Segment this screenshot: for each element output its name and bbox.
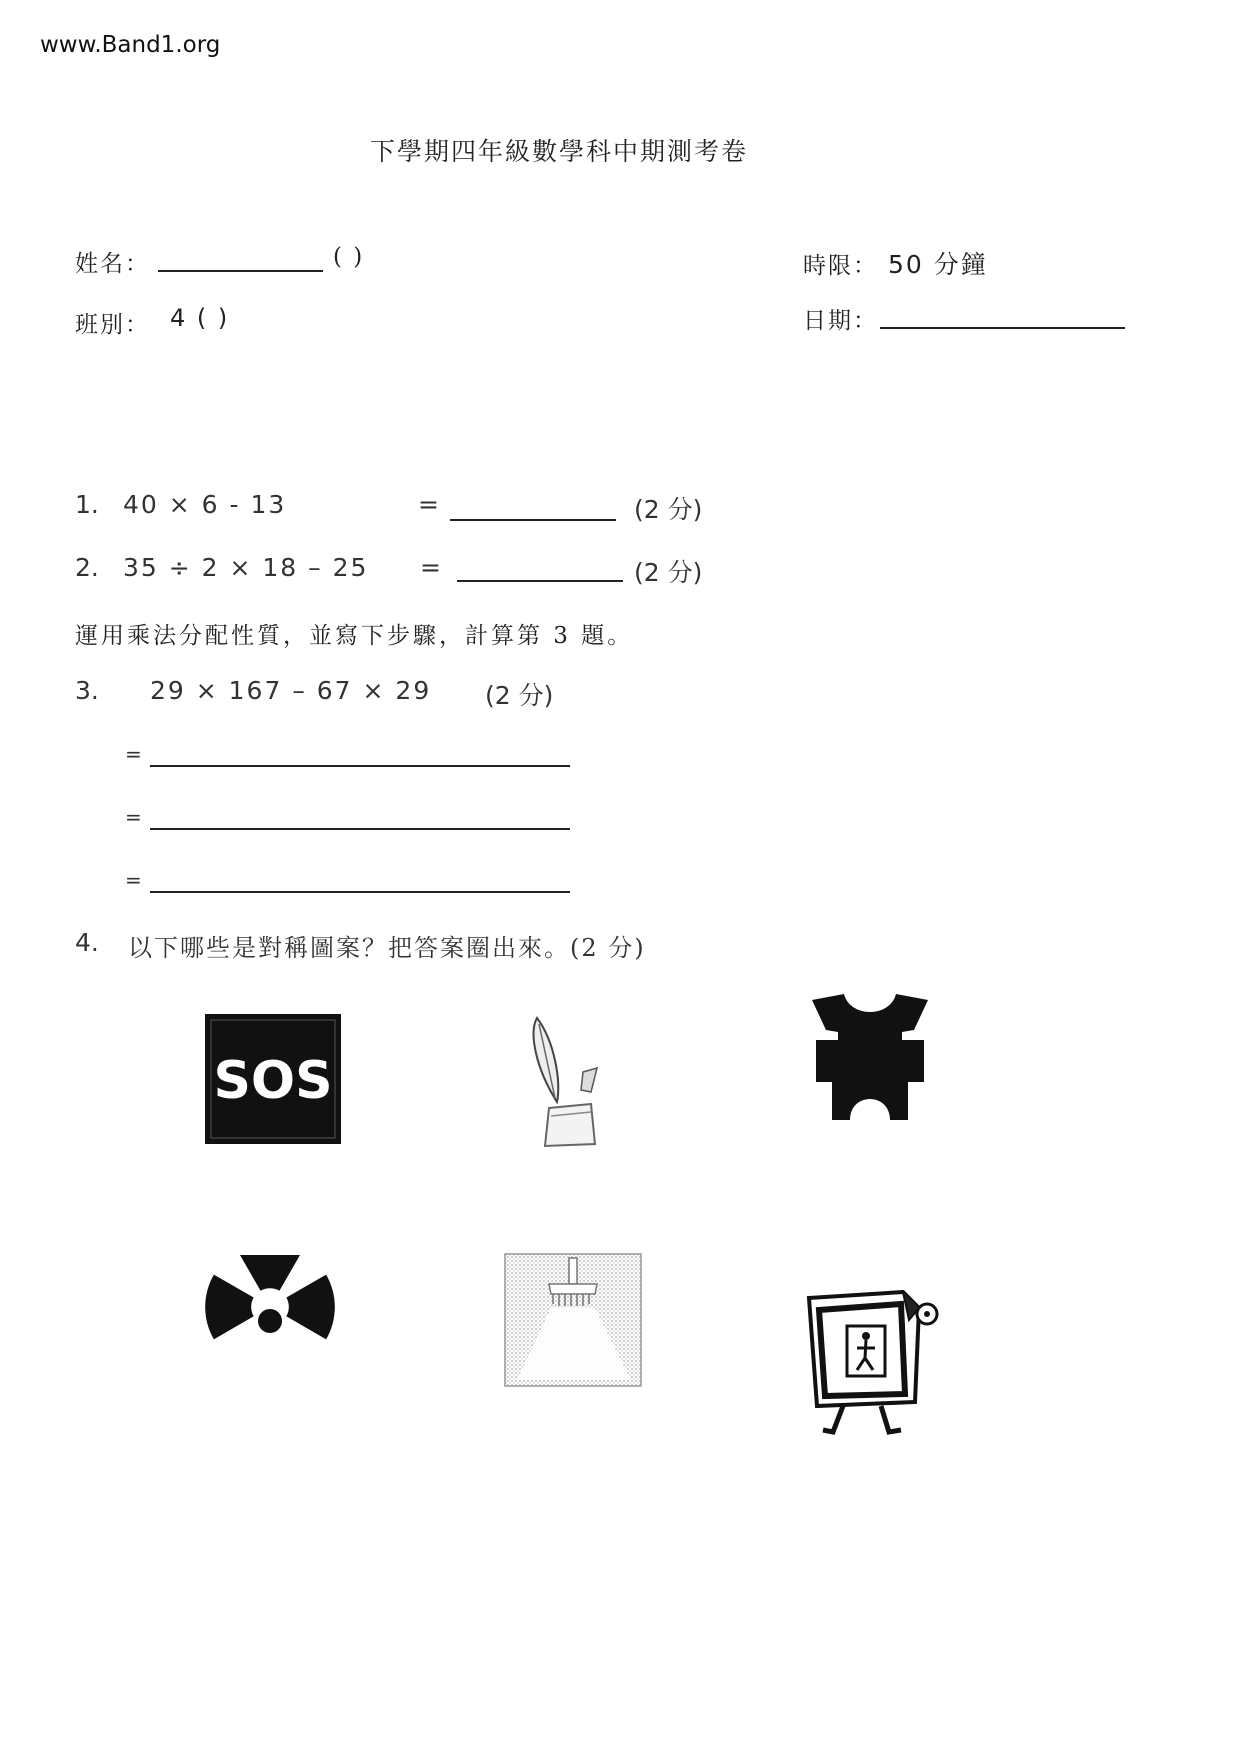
name-field[interactable] [158,270,323,272]
q2-equals: = [420,553,441,582]
class-label: 班別： [75,312,150,338]
q1-answer-line[interactable] [450,519,616,521]
sos-text: SOS [213,1051,333,1111]
name-label: 姓名： [75,251,150,277]
broom-icon[interactable] [503,1252,643,1388]
quill-inkpot-icon[interactable] [525,1012,615,1150]
q3-step3-line[interactable] [150,891,570,893]
time-label: 時限： [803,253,878,279]
page-title: 下學期四年級數學科中期測考卷 [370,137,749,166]
exit-walker-icon[interactable] [803,1290,943,1436]
website-url[interactable]: www.Band1.org [40,32,221,58]
shirt-shape-icon[interactable] [808,992,932,1124]
radiation-icon[interactable] [200,1255,340,1385]
date-field[interactable] [880,327,1125,329]
q3-step2-line[interactable] [150,828,570,830]
q2-expression: 35 ÷ 2 × 18 – 25 [123,553,369,582]
class-number-paren: ( ) [333,244,365,270]
q1-equals: = [418,490,439,519]
q2-marks: (2 分) [634,558,703,587]
class-value: 4 ( ) [170,304,230,332]
q4-question: 以下哪些是對稱圖案？把答案圈出來。(2 分) [128,934,646,962]
sos-sign-icon[interactable] [203,1012,343,1146]
q3-expression: 29 × 167 – 67 × 29 [150,676,432,705]
q1-expression: 40 × 6 - 13 [123,490,287,519]
q1-number: 1. [75,490,99,519]
q3-instruction: 運用乘法分配性質，並寫下步驟，計算第 3 題。 [75,623,634,649]
q4-number: 4. [75,928,99,957]
q3-step1-line[interactable] [150,765,570,767]
q3-marks: (2 分) [485,681,554,710]
q2-answer-line[interactable] [457,580,623,582]
date-label: 日期： [803,308,878,334]
time-value: 50 分鐘 [888,250,988,279]
q1-marks: (2 分) [634,495,703,524]
q2-number: 2. [75,553,99,582]
q3-step1-equals: = [125,742,142,766]
q3-step3-equals: = [125,868,142,892]
q3-step2-equals: = [125,805,142,829]
q3-number: 3. [75,676,99,705]
